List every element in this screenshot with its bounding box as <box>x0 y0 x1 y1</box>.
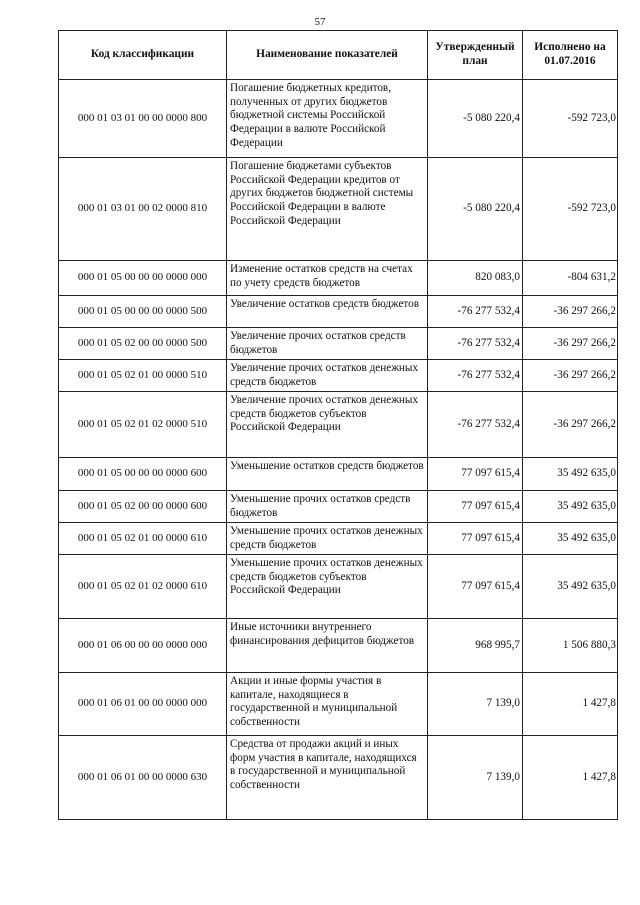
table-row <box>59 328 618 360</box>
row-done: 35 492 635,0 <box>523 555 618 619</box>
row-name: Иные источники внутреннего финансирования дефицитов бюджетов <box>227 619 428 673</box>
header-name: Наименование показателей <box>227 31 428 80</box>
row-name: Изменение остатков средств на счетах по учету средств бюджетов <box>227 261 428 296</box>
row-plan: -5 080 220,4 <box>428 80 523 158</box>
row-name: Увеличение прочих остатков денежных средств бюджетов субъектов Российской Федерации <box>227 392 428 458</box>
row-plan: 820 083,0 <box>428 261 523 296</box>
row-code: 000 01 06 01 00 00 0000 630 <box>59 736 227 820</box>
budget-sources-table <box>58 30 618 820</box>
table-row <box>59 619 618 673</box>
row-plan: 77 097 615,4 <box>428 458 523 491</box>
row-done: 35 492 635,0 <box>523 458 618 491</box>
row-name: Уменьшение прочих остатков средств бюджетов <box>227 491 428 523</box>
table-row <box>59 392 618 458</box>
row-plan: -5 080 220,4 <box>428 158 523 261</box>
row-done: 1 427,8 <box>523 736 618 820</box>
row-done: -592 723,0 <box>523 158 618 261</box>
row-done: -36 297 266,2 <box>523 360 618 392</box>
row-code: 000 01 05 00 00 00 0000 000 <box>59 261 227 296</box>
table-row <box>59 555 618 619</box>
header-code: Код классификации <box>59 31 227 80</box>
row-code: 000 01 05 00 00 00 0000 600 <box>59 458 227 491</box>
row-plan: 77 097 615,4 <box>428 491 523 523</box>
row-done: -592 723,0 <box>523 80 618 158</box>
row-plan: 7 139,0 <box>428 736 523 820</box>
table-row <box>59 360 618 392</box>
table-row <box>59 491 618 523</box>
table-row <box>59 523 618 555</box>
row-name: Уменьшение остатков средств бюджетов <box>227 458 428 491</box>
table-row <box>59 458 618 491</box>
row-plan: -76 277 532,4 <box>428 328 523 360</box>
row-plan: 77 097 615,4 <box>428 523 523 555</box>
row-code: 000 01 05 00 00 00 0000 500 <box>59 296 227 328</box>
row-code: 000 01 05 02 01 02 0000 510 <box>59 392 227 458</box>
row-code: 000 01 06 01 00 00 0000 000 <box>59 673 227 736</box>
header-done: Исполнено на 01.07.2016 <box>523 31 618 80</box>
page-number: 57 <box>314 16 326 28</box>
table-row <box>59 296 618 328</box>
row-name: Средства от продажи акций и иных форм участия в капитале, находящихся в государственной и муниципальной собственности <box>227 736 428 820</box>
row-name: Уменьшение прочих остатков денежных средств бюджетов субъектов Российской Федерации <box>227 555 428 619</box>
row-done: 35 492 635,0 <box>523 523 618 555</box>
table-row <box>59 673 618 736</box>
row-name: Увеличение прочих остатков средств бюджетов <box>227 328 428 360</box>
row-plan: -76 277 532,4 <box>428 360 523 392</box>
row-name: Увеличение остатков средств бюджетов <box>227 296 428 328</box>
row-name: Уменьшение прочих остатков денежных средств бюджетов <box>227 523 428 555</box>
header-plan: Утвержденный план <box>428 31 523 80</box>
row-done: -36 297 266,2 <box>523 296 618 328</box>
row-done: 1 506 880,3 <box>523 619 618 673</box>
row-name: Увеличение прочих остатков денежных средств бюджетов <box>227 360 428 392</box>
row-code: 000 01 03 01 00 00 0000 800 <box>59 80 227 158</box>
row-plan: -76 277 532,4 <box>428 392 523 458</box>
row-done: 1 427,8 <box>523 673 618 736</box>
table-row <box>59 261 618 296</box>
row-code: 000 01 05 02 01 00 0000 610 <box>59 523 227 555</box>
row-name: Погашение бюджетами субъектов Российской Федерации кредитов от других бюджетов бюджетной системы Российской Федерации в валюте Российской Федерации <box>227 158 428 261</box>
row-plan: 77 097 615,4 <box>428 555 523 619</box>
table-row <box>59 158 618 261</box>
table-header-row <box>59 31 618 80</box>
row-name: Акции и иные формы участия в капитале, находящиеся в государственной и муниципальной собственности <box>227 673 428 736</box>
row-plan: -76 277 532,4 <box>428 296 523 328</box>
row-done: 35 492 635,0 <box>523 491 618 523</box>
row-done: -36 297 266,2 <box>523 392 618 458</box>
row-plan: 7 139,0 <box>428 673 523 736</box>
row-code: 000 01 05 02 00 00 0000 500 <box>59 328 227 360</box>
row-done: -804 631,2 <box>523 261 618 296</box>
row-code: 000 01 05 02 00 00 0000 600 <box>59 491 227 523</box>
row-code: 000 01 05 02 01 00 0000 510 <box>59 360 227 392</box>
row-code: 000 01 03 01 00 02 0000 810 <box>59 158 227 261</box>
row-code: 000 01 05 02 01 02 0000 610 <box>59 555 227 619</box>
row-plan: 968 995,7 <box>428 619 523 673</box>
table-row <box>59 80 618 158</box>
row-done: -36 297 266,2 <box>523 328 618 360</box>
table-row <box>59 736 618 820</box>
row-name: Погашение бюджетных кредитов, полученных от других бюджетов бюджетной системы Российской Федерации в валюте Российской Федерации <box>227 80 428 158</box>
row-code: 000 01 06 00 00 00 0000 000 <box>59 619 227 673</box>
